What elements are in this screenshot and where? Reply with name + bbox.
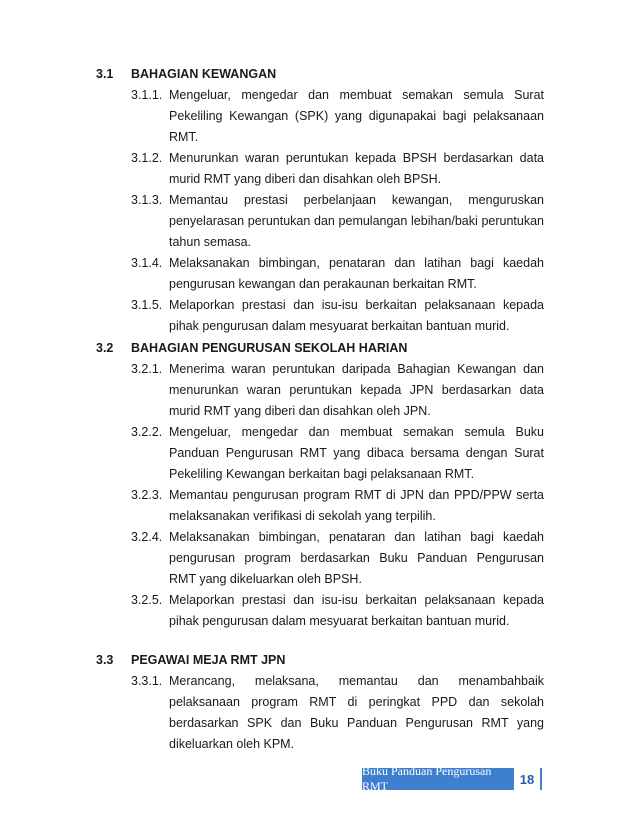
item-number: 3.1.5. (131, 298, 163, 312)
item-text: Menerima waran peruntukan daripada Bahagian Kewangan dan menurunkan waran peruntukan kepada JPN berdasarkan data murid RMT yang diberi dan disahkan oleh JPN. (169, 362, 544, 418)
page-number: 18 (514, 768, 542, 790)
section-number: 3.1 (96, 67, 114, 81)
list-item (131, 359, 544, 422)
section-heading (96, 650, 544, 671)
item-number: 3.2.1. (131, 362, 163, 376)
list-item (131, 148, 544, 190)
page-footer (362, 764, 542, 793)
list-item (131, 85, 544, 148)
item-number: 3.2.5. (131, 593, 163, 607)
list-item (131, 485, 544, 527)
footer-title: Buku Panduan Pengurusan RMT (362, 768, 514, 790)
item-number: 3.1.1. (131, 88, 163, 102)
list-item (131, 190, 544, 253)
list-item (131, 422, 544, 485)
section-title: BAHAGIAN KEWANGAN (131, 67, 277, 81)
item-text: Melaporkan prestasi dan isu-isu berkaitan pelaksanaan kepada pihak pengurusan dalam mesyuarat berkaitan bantuan murid. (169, 593, 544, 628)
item-text: Mengeluar, mengedar dan membuat semakan semula Surat Pekeliling Kewangan (SPK) yang digunapakai bagi pelaksanaan RMT. (169, 88, 544, 144)
item-text: Memantau prestasi perbelanjaan kewangan, menguruskan penyelarasan peruntukan dan pemulangan lebihan/baki peruntukan tahun semasa. (169, 193, 544, 249)
section-heading (96, 338, 544, 359)
item-text: Merancang, melaksana, memantau dan menambahbaik pelaksanaan program RMT di peringkat PPD dan sekolah berdasarkan SPK dan Buku Panduan Pengurusan RMT yang dikeluarkan oleh KPM. (169, 674, 544, 751)
item-number: 3.3.1. (131, 674, 163, 688)
item-text: Melaksanakan bimbingan, penataran dan latihan bagi kaedah pengurusan program berdasarkan Buku Panduan Pengurusan RMT yang dikeluarkan oleh BPSH. (169, 530, 544, 586)
section-3-2 (96, 338, 544, 632)
list-item (131, 253, 544, 295)
item-number: 3.2.4. (131, 530, 163, 544)
list-item (131, 671, 544, 755)
item-text: Menurunkan waran peruntukan kepada BPSH berdasarkan data murid RMT yang diberi dan disahkan oleh BPSH. (169, 151, 544, 186)
section-number: 3.2 (96, 341, 114, 355)
list-item (131, 590, 544, 632)
list-item (131, 295, 544, 337)
item-text: Melaporkan prestasi dan isu-isu berkaitan pelaksanaan kepada pihak pengurusan dalam mesyuarat berkaitan bantuan murid. (169, 298, 544, 333)
section-number: 3.3 (96, 653, 114, 667)
item-number: 3.2.2. (131, 425, 163, 439)
section-3-1 (96, 64, 544, 337)
list-item (131, 527, 544, 590)
section-title: PEGAWAI MEJA RMT JPN (131, 653, 286, 667)
item-number: 3.2.3. (131, 488, 163, 502)
section-3-3 (96, 650, 544, 755)
section-heading (96, 64, 544, 85)
item-text: Memantau pengurusan program RMT di JPN dan PPD/PPW serta melaksanakan verifikasi di sekolah yang terpilih. (169, 488, 544, 523)
item-number: 3.1.4. (131, 256, 163, 270)
item-text: Mengeluar, mengedar dan membuat semakan semula Buku Panduan Pengurusan RMT yang dibaca bersama dengan Surat Pekeliling Kewangan berkaitan bagi pelaksanaan RMT. (169, 425, 544, 481)
item-number: 3.1.2. (131, 151, 163, 165)
item-text: Melaksanakan bimbingan, penataran dan latihan bagi kaedah pengurusan kewangan dan perakaunan berkaitan RMT. (169, 256, 544, 291)
section-title: BAHAGIAN PENGURUSAN SEKOLAH HARIAN (131, 341, 408, 355)
item-number: 3.1.3. (131, 193, 163, 207)
